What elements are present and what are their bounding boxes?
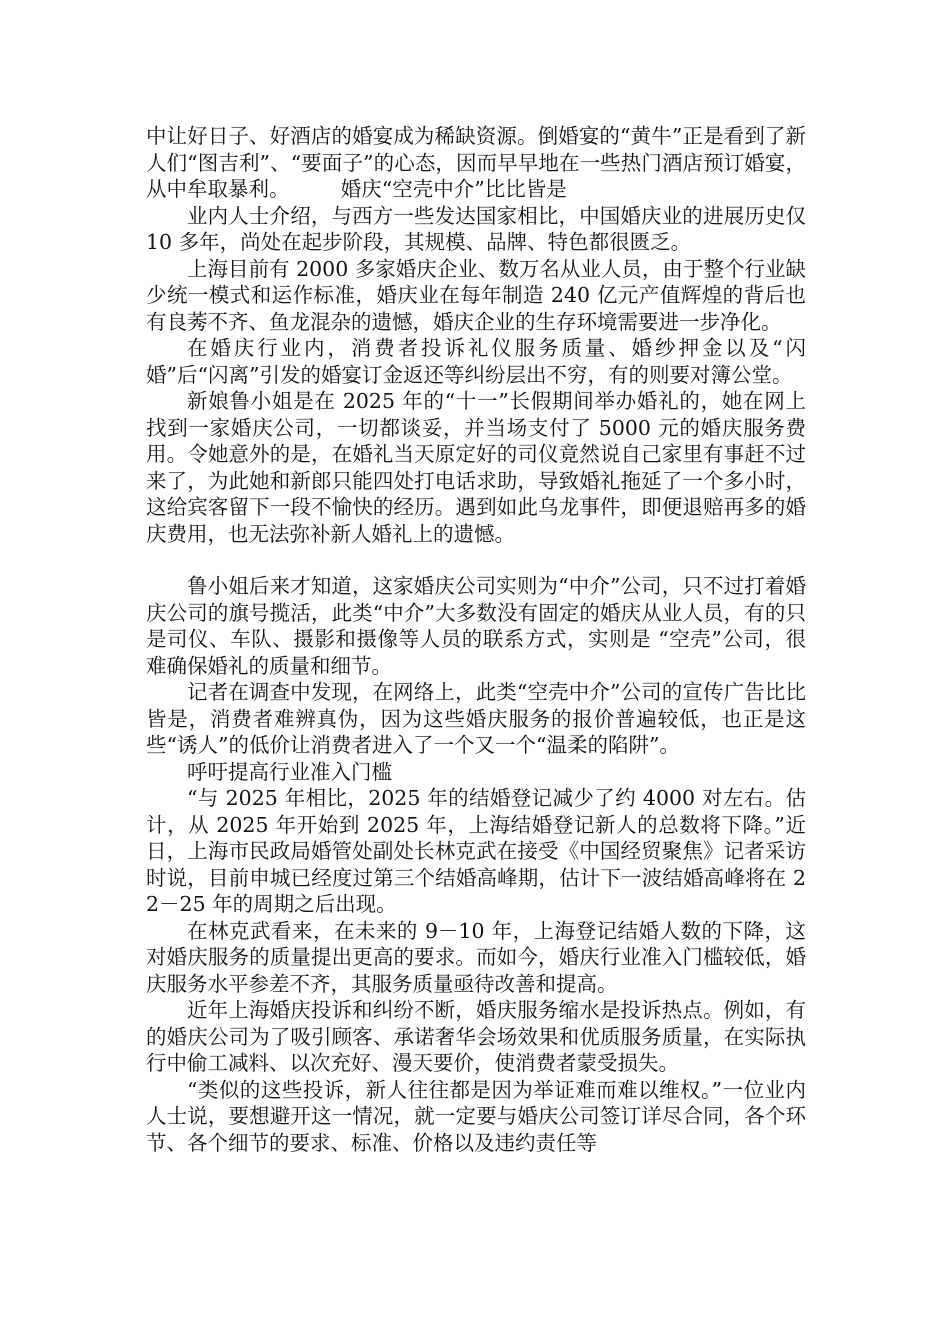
paragraph-8: “与 2025 年相比，2025 年的结婚登记减少了约 4000 对左右。估计，从 2025 年开始到 2025 年，上海结婚登记新人的总数将下降。”近日，上海市民政局婚管处副处长林克武在接受《中国经贸聚焦》记者采访时说，目前申城已经度过第三个结婚高峰期，估计下一波结婚高峰将在 22－25 年的周期之后出现。 [146,786,806,916]
article-body [146,123,813,1156]
paragraph-10: 近年上海婚庆投诉和纠纷不断，婚庆服务缩水是投诉热点。例如，有的婚庆公司为了吸引顾客、承诺奢华会场效果和优质服务质量，在实际执行中偷工减料、以次充好、漫天要价，使消费者蒙受损失。 [146,998,806,1075]
section-heading: 呼吁提高行业准入门槛 [187,759,392,784]
paragraph-9: 在林克武看来，在未来的 9－10 年，上海登记结婚人数的下降，这对婚庆服务的质量提出更高的要求。而如今，婚庆行业准入门槛较低，婚庆服务水平参差不齐，其服务质量亟待改善和提高。 [146,918,806,996]
paragraph-5: 新娘鲁小姐是在 2025 年的“十一”长假期间举办婚礼的，她在网上找到一家婚庆公司，一切都谈妥，并当场支付了 5000 元的婚庆服务费用。令她意外的是，在婚礼当天原定好的司仪竟然说自己家里有事赶不过来了，为此她和新郎只能四处打电话求助，导致婚礼拖延了一个多小时，这给宾客留下一段不愉快的经历。遇到如此乌龙事件，即便退赔再多的婚庆费用，也无法弥补新人婚礼上的遗憾。 [146,389,806,546]
paragraph-3: 上海目前有 2000 多家婚庆企业、数万名从业人员，由于整个行业缺少统一模式和运作标准，婚庆业在每年制造 240 亿元产值辉煌的背后也有良莠不齐、鱼龙混杂的遗憾，婚庆企业的生存环境需要进一步净化。 [146,256,806,334]
paragraph-7: 记者在调查中发现，在网络上，此类“空壳中介”公司的宣传广告比比皆是，消费者难辨真伪，因为这些婚庆服务的报价普遍较低，也正是这些“诱人”的低价让消费者进入了一个又一个“温柔的陷阱”。 [146,680,806,757]
paragraph-6: 鲁小姐后来才知道，这家婚庆公司实则为“中介”公司，只不过打着婚庆公司的旗号揽活，此类“中介”大多数没有固定的婚庆从业人员，有的只是司仪、车队、摄影和摄像等人员的联系方式，实则是 “空壳”公司，很难确保婚礼的质量和细节。 [146,574,806,678]
paragraph-spacer [146,547,806,573]
paragraph-11: “类似的这些投诉，新人往往都是因为举证难而难以维权。”一位业内人士说，要想避开这一情况，就一定要与婚庆公司签订详尽合同，各个环节、各个细节的要求、标准、价格以及违约责任等 [146,1077,806,1155]
paragraph-2: 业内人士介绍，与西方一些发达国家相比，中国婚庆业的进展历史仅 10 多年，尚处在起步阶段，其规模、品牌、特色都很匮乏。 [146,203,813,254]
paragraph-4: 在婚庆行业内，消费者投诉礼仪服务质量、婚纱押金以及“闪婚”后“闪离”引发的婚宴订金返还等纠纷层出不穷，有的则要对簿公堂。 [146,336,806,387]
paragraph-1: 中让好日子、好酒店的婚宴成为稀缺资源。倒婚宴的“黄牛”正是看到了新人们“图吉利”、“要面子”的心态，因而早早地在一些热门酒店预订婚宴，从中牟取暴利。 婚庆“空壳中介”比比皆是 [146,124,806,201]
